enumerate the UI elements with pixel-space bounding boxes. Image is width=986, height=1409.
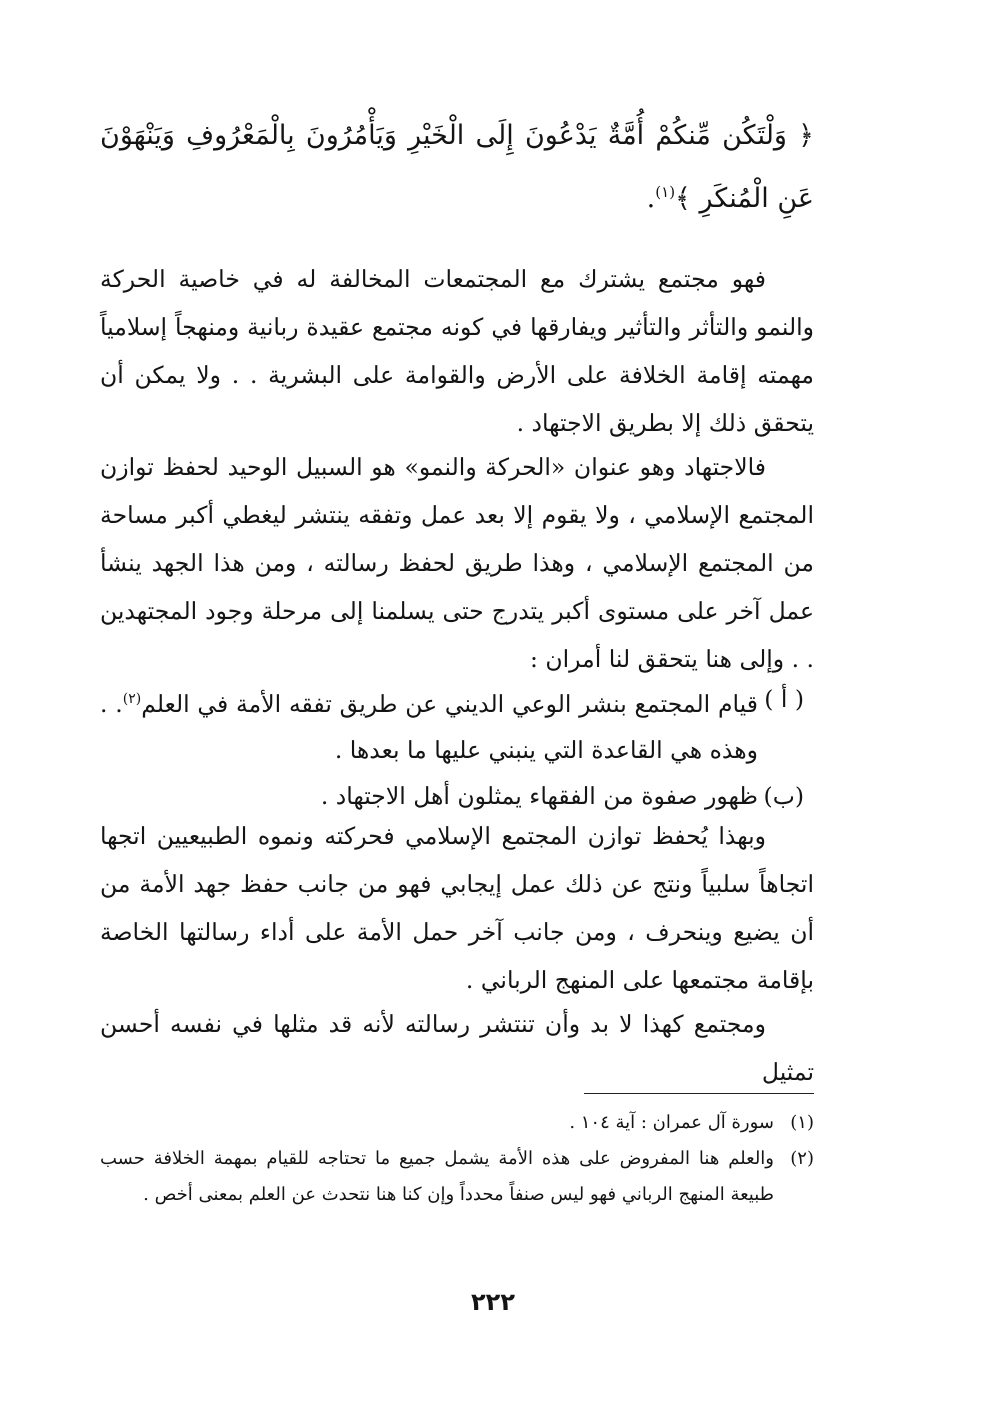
footnote-divider xyxy=(584,1093,814,1094)
list-marker-a: ( أ ) xyxy=(764,685,804,713)
verse-text: ﴿ وَلْتَكُن مِّنكُمْ أُمَّةٌ يَدْعُونَ إِلَى الْخَيْرِ وَيَأْمُرُونَ بِالْمَعْرُوفِ وَيَنْهَوْنَ عَنِ الْمُنكَرِ ﴾ xyxy=(100,120,814,214)
verse-footnote-ref: (١) xyxy=(655,183,676,201)
list-item-a xyxy=(100,676,814,773)
footnote-2-text: والعلم هنا المفروض على هذه الأمة يشمل جميع ما تحتاجه للقيام بمهمة الخلافة حسب طبيعة المنهج الرباني فهو ليس صنفاً محدداً وإن كنا هنا نتحدث عن العلم بمعنى أخص . xyxy=(100,1148,774,1205)
page-number: ٢٢٢ xyxy=(471,1288,515,1316)
list-item-a-text-end: . . وهذه هي القاعدة التي ينبني عليها ما بعدها . xyxy=(100,689,758,764)
footnote-2-marker: (٢) xyxy=(790,1148,814,1169)
paragraph-2: فالاجتهاد وهو عنوان «الحركة والنمو» هو السبيل الوحيد لحفظ توازن المجتمع الإسلامي ، ولا يقوم إلا بعد عمل وتفقه ينتشر ليغطي أكبر مساحة من المجتمع الإسلامي ، وهذا طريق لحفظ رسالته ، ومن هذا الجهد ينشأ عمل آخر على مستوى أكبر يتدرج حتى يسلمنا إلى مرحلة وجود المجتهدين . . وإلى هنا يتحقق لنا أمران : xyxy=(100,453,814,673)
footnote-2 xyxy=(100,1141,814,1213)
list-item-a-text-start: قيام المجتمع بنشر الوعي الديني عن طريق تفقه الأمة في العلم xyxy=(141,689,758,718)
quran-verse xyxy=(100,108,814,227)
enumerated-list xyxy=(100,676,814,819)
list-item-b-text: ظهور صفوة من الفقهاء يمثلون أهل الاجتهاد . xyxy=(320,781,758,810)
footnotes xyxy=(100,1105,814,1213)
footnote-1 xyxy=(100,1105,814,1141)
footnote-1-marker: (١) xyxy=(790,1112,814,1133)
verse-end-punctuation: . xyxy=(646,183,656,214)
list-marker-b: (ب) xyxy=(763,781,804,810)
paragraph-3: وبهذا يُحفظ توازن المجتمع الإسلامي فحركته ونموه الطبيعيين اتجها اتجاهاً سلبياً ونتج عن ذلك عمل إيجابي فهو من جانب حفظ جهد الأمة من أن يضيع وينحرف ، ومن جانب آخر حمل الأمة على أداء رسالتها الخاصة بإقامة مجتمعها على المنهج الرباني . xyxy=(100,822,814,994)
list-item-a-text xyxy=(100,676,758,773)
footnote-ref-2: (٢) xyxy=(122,691,142,707)
paragraph-4: ومجتمع كهذا لا بد وأن تنتشر رسالته لأنه قد مثلها في نفسه أحسن تمثيل xyxy=(100,1010,814,1086)
footnote-1-text: سورة آل عمران : آية ١٠٤ . xyxy=(569,1112,774,1133)
paragraph-1: فهو مجتمع يشترك مع المجتمعات المخالفة له في خاصية الحركة والنمو والتأثر والتأثير ويفارقها في كونه مجتمع عقيدة ربانية ومنهجاً إسلامياً مهمته إقامة الخلافة على الأرض والقوامة على البشرية . . ولا يمكن أن يتحقق ذلك إلا بطريق الاجتهاد . xyxy=(100,265,814,437)
